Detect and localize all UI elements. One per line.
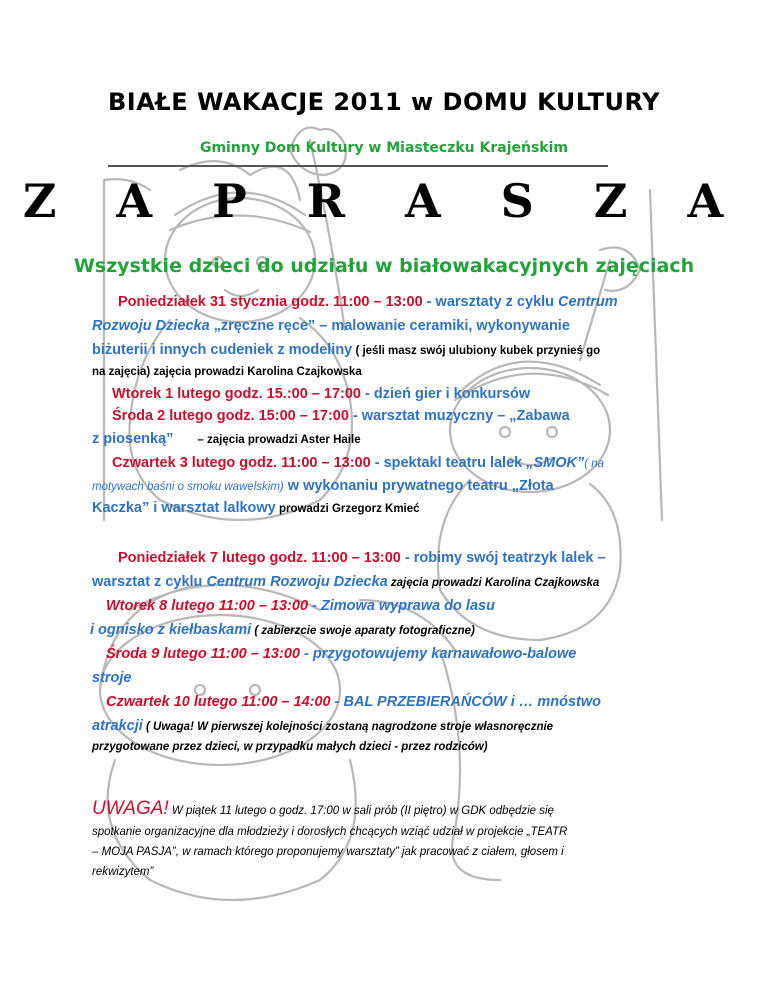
event-6-line-2: i ognisko z kiełbaskami ( zabierzcie swoje aparaty fotograficzne) <box>90 622 475 638</box>
event-2-date: Wtorek 1 lutego godz. 15.:00 – 17:00 <box>112 386 361 402</box>
notice-line-2: spotkanie organizacyjne dla młodzieży i dorosłych chcących wziąć udział w projekcie „TEATR <box>92 826 568 838</box>
event-1-date: Poniedziałek 31 stycznia godz. 11:00 – 13:00 <box>118 294 423 310</box>
event-3-line-2: z piosenką” – zajęcia prowadzi Aster Haile <box>92 431 361 447</box>
event-3-date: Środa 2 lutego godz. 15:00 – 17:00 <box>112 408 349 424</box>
audience-line: Wszystkie dzieci do udziału w białowakacyjnych zajęciach <box>73 255 695 277</box>
event-5-line-1: Poniedziałek 7 lutego godz. 11:00 – 13:00 - robimy swój teatrzyk lalek – <box>118 550 606 566</box>
event-1-line-2: Rozwoju Dziecka „zręczne ręce” – malowanie ceramiki, wykonywanie <box>92 318 570 334</box>
divider <box>108 165 608 167</box>
event-1-line-3: biżuterii i innych cudeniek z modeliny ( jeśli masz swój ulubiony kubek przynieś go <box>92 342 601 358</box>
invites-heading: Z A P R A S Z A <box>22 174 746 228</box>
event-4-line-2: motywach baśni o smoku wawelskim) w wykonaniu prywatnego teatru „Złota <box>92 478 554 494</box>
event-2-line: Wtorek 1 lutego godz. 15.:00 – 17:00 - dzień gier i konkursów <box>112 386 531 402</box>
event-8-line-1: Czwartek 10 lutego 11:00 – 14:00 - BAL PRZEBIERAŃCÓW i … mnóstwo <box>106 694 601 710</box>
notice-line-3: – MOJA PASJA”, w ramach którego proponujemy warsztaty” jak pracować z ciałem, głosem i <box>92 846 564 858</box>
event-4-date: Czwartek 3 lutego godz. 11:00 – 13:00 <box>112 455 371 471</box>
event-5-line-2: warsztat z cyklu Centrum Rozwoju Dziecka zajęcia prowadzi Karolina Czajkowska <box>92 574 600 590</box>
notice-line-1: UWAGA! W piątek 11 lutego o godz. 17:00 w sali prób (II piętro) w GDK odbędzie się <box>92 798 554 819</box>
event-4-line-1: Czwartek 3 lutego godz. 11:00 – 13:00 - spektakl teatru lalek „SMOK”( na <box>112 455 605 471</box>
notice-line-4: rekwizytem” <box>92 866 154 878</box>
event-8-line-2: atrakcji ( Uwaga! W pierwszej kolejności zostaną nagrodzone stroje własnoręcznie <box>92 718 554 734</box>
event-4-line-3: Kaczka” i warsztat lalkowy prowadzi Grzegorz Kmieć <box>92 500 420 516</box>
event-6-date: Wtorek 8 lutego 11:00 – 13:00 <box>106 598 309 614</box>
event-3-line-1: Środa 2 lutego godz. 15:00 – 17:00 - warsztat muzyczny – „Zabawa <box>112 408 570 424</box>
event-1-line-1: Poniedziałek 31 stycznia godz. 11:00 – 13:00 - warsztaty z cyklu Centrum <box>118 294 618 310</box>
notice-label: UWAGA! <box>92 798 169 819</box>
organizer-name: Gminny Dom Kultury w Miasteczku Krajeńskim <box>199 140 569 156</box>
event-1-note: na zajęcia) zajęcia prowadzi Karolina Czajkowska <box>92 366 362 378</box>
event-8-date: Czwartek 10 lutego 11:00 – 14:00 <box>106 694 331 710</box>
event-7-line-1: Środa 9 lutego 11:00 – 13:00 - przygotowujemy karnawałowo-balowe <box>106 646 577 662</box>
event-8-note: przygotowane przez dzieci, w przypadku małych dzieci - przez rodziców) <box>92 741 488 753</box>
event-7-date: Środa 9 lutego 11:00 – 13:00 <box>106 646 300 662</box>
page-title: BIAŁE WAKACJE 2011 w DOMU KULTURY <box>107 88 660 116</box>
event-6-line-1: Wtorek 8 lutego 11:00 – 13:00 - Zimowa wyprawa do lasu <box>106 598 495 614</box>
event-7-line-2: stroje <box>92 670 132 686</box>
event-5-date: Poniedziałek 7 lutego godz. 11:00 – 13:00 <box>118 550 401 566</box>
